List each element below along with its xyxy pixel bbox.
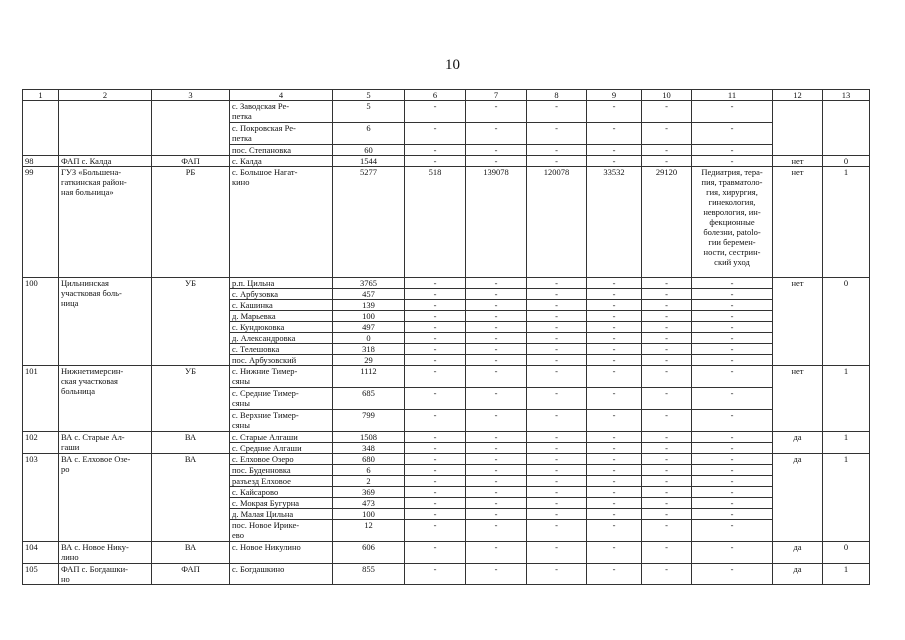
place-cell: с. Телешовка [230, 344, 333, 355]
type-cell: ФАП [152, 564, 230, 585]
value-cell: - [527, 300, 587, 311]
value-cell: - [692, 355, 773, 366]
value-cell: - [405, 344, 466, 355]
value-cell: - [642, 311, 692, 322]
value-cell: - [692, 443, 773, 454]
place-cell: д. Малая Цильна [230, 509, 333, 520]
value-cell: - [587, 542, 642, 564]
num-cell: 98 [23, 156, 59, 167]
column-header-6: 6 [405, 90, 466, 101]
value-cell: - [405, 509, 466, 520]
value-cell: - [587, 355, 642, 366]
name-cell: Нижнетимерсин- ская участковая больница [59, 366, 152, 432]
value-cell: - [466, 156, 527, 167]
num-cell [23, 101, 59, 156]
col13-cell: 0 [823, 156, 870, 167]
value-cell: 120078 [527, 167, 587, 278]
col12-cell: нет [773, 278, 823, 366]
population-cell: 6 [333, 123, 405, 145]
value-cell: - [587, 333, 642, 344]
population-cell: 473 [333, 498, 405, 509]
value-cell: - [466, 322, 527, 333]
col13-cell [823, 101, 870, 156]
value-cell: - [466, 520, 527, 542]
population-cell: 12 [333, 520, 405, 542]
place-cell: с. Кайсарово [230, 487, 333, 498]
value-cell: - [405, 520, 466, 542]
value-cell: - [587, 278, 642, 289]
place-cell: с. Покровская Ре- петка [230, 123, 333, 145]
value-cell: - [466, 344, 527, 355]
facilities-table [22, 89, 870, 585]
value-cell: - [405, 443, 466, 454]
population-cell: 457 [333, 289, 405, 300]
value-cell: - [527, 542, 587, 564]
value-cell: - [642, 564, 692, 585]
value-cell: - [405, 465, 466, 476]
value-cell: - [692, 564, 773, 585]
value-cell: - [405, 289, 466, 300]
population-cell: 0 [333, 333, 405, 344]
value-cell: - [587, 300, 642, 311]
value-cell: - [527, 123, 587, 145]
place-cell: р.п. Цильна [230, 278, 333, 289]
value-cell: - [692, 289, 773, 300]
place-cell: с. Средние Алгаши [230, 443, 333, 454]
population-cell: 100 [333, 509, 405, 520]
value-cell: - [642, 454, 692, 465]
col13-cell: 1 [823, 366, 870, 432]
col12-cell: да [773, 432, 823, 454]
value-cell: - [405, 432, 466, 443]
value-cell: - [466, 564, 527, 585]
table-row [23, 432, 870, 443]
place-cell: пос. Степановка [230, 145, 333, 156]
value-cell: - [642, 465, 692, 476]
type-cell [152, 101, 230, 156]
place-cell: разъезд Елховое [230, 476, 333, 487]
value-cell: - [466, 476, 527, 487]
value-cell: - [587, 156, 642, 167]
column-header-3: 3 [152, 90, 230, 101]
population-cell: 685 [333, 388, 405, 410]
value-cell: - [587, 465, 642, 476]
value-cell: - [405, 487, 466, 498]
value-cell: - [405, 366, 466, 388]
column-header-2: 2 [59, 90, 152, 101]
type-cell: ВА [152, 432, 230, 454]
col12-cell: нет [773, 167, 823, 278]
value-cell: - [642, 520, 692, 542]
value-cell: - [466, 388, 527, 410]
value-cell: - [527, 498, 587, 509]
value-cell: - [466, 289, 527, 300]
value-cell: - [405, 322, 466, 333]
value-cell: - [466, 366, 527, 388]
value-cell: - [642, 487, 692, 498]
population-cell: 606 [333, 542, 405, 564]
place-cell: с. Елховое Озеро [230, 454, 333, 465]
value-cell: - [405, 101, 466, 123]
column-header-9: 9 [587, 90, 642, 101]
value-cell: - [466, 300, 527, 311]
name-cell: ВА с. Новое Нику- лино [59, 542, 152, 564]
column-header-7: 7 [466, 90, 527, 101]
value-cell: - [466, 410, 527, 432]
col12-cell: нет [773, 156, 823, 167]
num-cell: 102 [23, 432, 59, 454]
table-row [23, 564, 870, 585]
value-cell: - [405, 300, 466, 311]
col13-cell: 0 [823, 542, 870, 564]
value-cell: - [466, 101, 527, 123]
value-cell: - [405, 333, 466, 344]
value-cell: - [642, 289, 692, 300]
value-cell: - [466, 355, 527, 366]
value-cell: - [527, 333, 587, 344]
population-cell: 29 [333, 355, 405, 366]
name-cell: ВА с. Елховое Озе- ро [59, 454, 152, 542]
value-cell: - [692, 123, 773, 145]
type-cell: РБ [152, 167, 230, 278]
value-cell: - [587, 311, 642, 322]
value-cell: - [527, 311, 587, 322]
value-cell: - [405, 123, 466, 145]
value-cell: - [587, 487, 642, 498]
column-header-5: 5 [333, 90, 405, 101]
value-cell: - [692, 322, 773, 333]
value-cell: - [587, 443, 642, 454]
value-cell: - [527, 355, 587, 366]
value-cell: - [642, 278, 692, 289]
value-cell: - [692, 498, 773, 509]
value-cell: - [527, 509, 587, 520]
value-cell: - [527, 564, 587, 585]
value-cell: - [692, 278, 773, 289]
population-cell: 799 [333, 410, 405, 432]
col12-cell: да [773, 542, 823, 564]
col13-cell: 1 [823, 167, 870, 278]
population-cell: 318 [333, 344, 405, 355]
value-cell: - [642, 476, 692, 487]
value-cell: - [587, 498, 642, 509]
value-cell: - [587, 410, 642, 432]
value-cell: - [405, 388, 466, 410]
value-cell: - [587, 432, 642, 443]
column-header-8: 8 [527, 90, 587, 101]
place-cell: с. Заводская Ре- петка [230, 101, 333, 123]
value-cell: - [642, 145, 692, 156]
value-cell: - [692, 476, 773, 487]
value-cell: - [692, 101, 773, 123]
value-cell: - [527, 289, 587, 300]
population-cell: 100 [333, 311, 405, 322]
value-cell: - [692, 366, 773, 388]
value-cell: - [466, 278, 527, 289]
place-cell: д. Марьевка [230, 311, 333, 322]
num-cell: 101 [23, 366, 59, 432]
num-cell: 104 [23, 542, 59, 564]
value-cell: - [587, 388, 642, 410]
value-cell: 518 [405, 167, 466, 278]
place-cell: с. Старые Алгаши [230, 432, 333, 443]
value-cell: - [692, 432, 773, 443]
value-cell: 139078 [466, 167, 527, 278]
value-cell: 33532 [587, 167, 642, 278]
num-cell: 100 [23, 278, 59, 366]
value-cell: - [692, 344, 773, 355]
value-cell: - [587, 454, 642, 465]
value-cell: - [642, 156, 692, 167]
place-cell: с. Калда [230, 156, 333, 167]
value-cell: - [587, 123, 642, 145]
value-cell: - [466, 123, 527, 145]
value-cell: - [692, 145, 773, 156]
type-cell: ВА [152, 542, 230, 564]
value-cell: - [587, 476, 642, 487]
value-cell: - [642, 443, 692, 454]
value-cell: - [642, 344, 692, 355]
table-row [23, 167, 870, 278]
population-cell: 5277 [333, 167, 405, 278]
value-cell: - [466, 145, 527, 156]
value-cell: - [587, 101, 642, 123]
value-cell: - [642, 322, 692, 333]
col12-cell: да [773, 564, 823, 585]
type-cell: ВА [152, 454, 230, 542]
table-header-row [23, 90, 870, 101]
value-cell: 29120 [642, 167, 692, 278]
type-cell: УБ [152, 278, 230, 366]
value-cell: - [466, 487, 527, 498]
place-cell: с. Мокрая Бугурна [230, 498, 333, 509]
value-cell: - [466, 465, 527, 476]
population-cell: 5 [333, 101, 405, 123]
value-cell: - [642, 432, 692, 443]
value-cell: - [527, 344, 587, 355]
value-cell: - [405, 145, 466, 156]
col13-cell: 1 [823, 564, 870, 585]
value-cell: - [587, 520, 642, 542]
value-cell: - [692, 388, 773, 410]
value-cell: - [466, 432, 527, 443]
value-cell: - [642, 388, 692, 410]
value-cell: - [527, 388, 587, 410]
page-number: 10 [445, 57, 460, 73]
table-row [23, 542, 870, 564]
value-cell: - [587, 564, 642, 585]
name-cell: ГУЗ «Большена- гаткинская район- ная больница» [59, 167, 152, 278]
population-cell: 348 [333, 443, 405, 454]
num-cell: 99 [23, 167, 59, 278]
population-cell: 139 [333, 300, 405, 311]
col12-cell: нет [773, 366, 823, 432]
value-cell: - [642, 355, 692, 366]
value-cell: - [692, 300, 773, 311]
value-cell: - [692, 311, 773, 322]
value-cell: - [527, 322, 587, 333]
value-cell: - [405, 278, 466, 289]
population-cell: 60 [333, 145, 405, 156]
type-cell: ФАП [152, 156, 230, 167]
value-cell: - [642, 542, 692, 564]
value-cell: - [405, 564, 466, 585]
col13-cell: 1 [823, 454, 870, 542]
column-header-11: 11 [692, 90, 773, 101]
value-cell: - [405, 498, 466, 509]
value-cell: - [527, 520, 587, 542]
value-cell: - [642, 123, 692, 145]
value-cell: - [405, 355, 466, 366]
value-cell: - [692, 465, 773, 476]
population-cell: 1112 [333, 366, 405, 388]
col12-cell: да [773, 454, 823, 542]
place-cell: с. Новое Никулино [230, 542, 333, 564]
place-cell: с. Арбузовка [230, 289, 333, 300]
column-header-10: 10 [642, 90, 692, 101]
value-cell: - [692, 454, 773, 465]
place-cell: с. Кашинка [230, 300, 333, 311]
value-cell: - [527, 145, 587, 156]
column-header-13: 13 [823, 90, 870, 101]
value-cell: - [466, 454, 527, 465]
col13-cell: 0 [823, 278, 870, 366]
value-cell: - [466, 498, 527, 509]
population-cell: 369 [333, 487, 405, 498]
value-cell: - [466, 311, 527, 322]
value-cell: - [587, 344, 642, 355]
value-cell: - [405, 410, 466, 432]
population-cell: 855 [333, 564, 405, 585]
place-cell: с. Большое Нагат- кино [230, 167, 333, 278]
population-cell: 497 [333, 322, 405, 333]
population-cell: 1544 [333, 156, 405, 167]
name-cell: Цильнинская участковая боль- ница [59, 278, 152, 366]
place-cell: с. Кундюковка [230, 322, 333, 333]
value-cell: - [692, 542, 773, 564]
value-cell: - [642, 333, 692, 344]
value-cell: - [527, 101, 587, 123]
value-cell: - [527, 278, 587, 289]
value-cell: - [642, 498, 692, 509]
col13-cell: 1 [823, 432, 870, 454]
place-cell: с. Средние Тимер- сяны [230, 388, 333, 410]
population-cell: 6 [333, 465, 405, 476]
table-row [23, 366, 870, 388]
value-cell: - [587, 145, 642, 156]
value-cell: - [587, 322, 642, 333]
value-cell: - [642, 366, 692, 388]
value-cell: - [692, 156, 773, 167]
name-cell: ФАП с. Калда [59, 156, 152, 167]
col12-cell [773, 101, 823, 156]
population-cell: 680 [333, 454, 405, 465]
column-header-12: 12 [773, 90, 823, 101]
place-cell: с. Верхние Тимер- сяны [230, 410, 333, 432]
value-cell: - [527, 465, 587, 476]
value-cell: - [527, 487, 587, 498]
value-cell: - [587, 366, 642, 388]
value-cell: - [692, 509, 773, 520]
num-cell: 105 [23, 564, 59, 585]
table-row [23, 454, 870, 465]
num-cell: 103 [23, 454, 59, 542]
value-cell: - [642, 509, 692, 520]
value-cell: - [466, 542, 527, 564]
value-cell: - [466, 443, 527, 454]
value-cell: - [527, 454, 587, 465]
value-cell: - [527, 476, 587, 487]
value-cell: - [642, 300, 692, 311]
population-cell: 1508 [333, 432, 405, 443]
value-cell: - [405, 454, 466, 465]
value-cell: - [405, 311, 466, 322]
place-cell: с. Нижние Тимер- сяны [230, 366, 333, 388]
table-row [23, 101, 870, 123]
value-cell: - [405, 542, 466, 564]
value-cell: - [466, 509, 527, 520]
specialties-cell: Педиатрия, тера- пия, травматоло- гия, хирургия, гинекология, неврология, ин- фекционные болезни, patolo- гии беремен- ности, сестрин- ский уход [692, 167, 773, 278]
place-cell: пос. Новое Ирике- ево [230, 520, 333, 542]
type-cell: УБ [152, 366, 230, 432]
value-cell: - [692, 410, 773, 432]
value-cell: - [692, 333, 773, 344]
value-cell: - [466, 333, 527, 344]
column-header-4: 4 [230, 90, 333, 101]
value-cell: - [587, 289, 642, 300]
value-cell: - [527, 432, 587, 443]
value-cell: - [527, 410, 587, 432]
place-cell: пос. Арбузовский [230, 355, 333, 366]
value-cell: - [692, 487, 773, 498]
place-cell: пос. Буденновка [230, 465, 333, 476]
value-cell: - [405, 156, 466, 167]
population-cell: 3765 [333, 278, 405, 289]
value-cell: - [527, 156, 587, 167]
column-header-1: 1 [23, 90, 59, 101]
name-cell: ВА с. Старые Ал- гаши [59, 432, 152, 454]
place-cell: д. Александровка [230, 333, 333, 344]
value-cell: - [405, 476, 466, 487]
name-cell: ФАП с. Богдашки- но [59, 564, 152, 585]
value-cell: - [692, 520, 773, 542]
name-cell [59, 101, 152, 156]
value-cell: - [642, 410, 692, 432]
table-row [23, 156, 870, 167]
value-cell: - [642, 101, 692, 123]
value-cell: - [587, 509, 642, 520]
value-cell: - [527, 366, 587, 388]
place-cell: с. Богдашкино [230, 564, 333, 585]
value-cell: - [527, 443, 587, 454]
population-cell: 2 [333, 476, 405, 487]
table-row [23, 278, 870, 289]
